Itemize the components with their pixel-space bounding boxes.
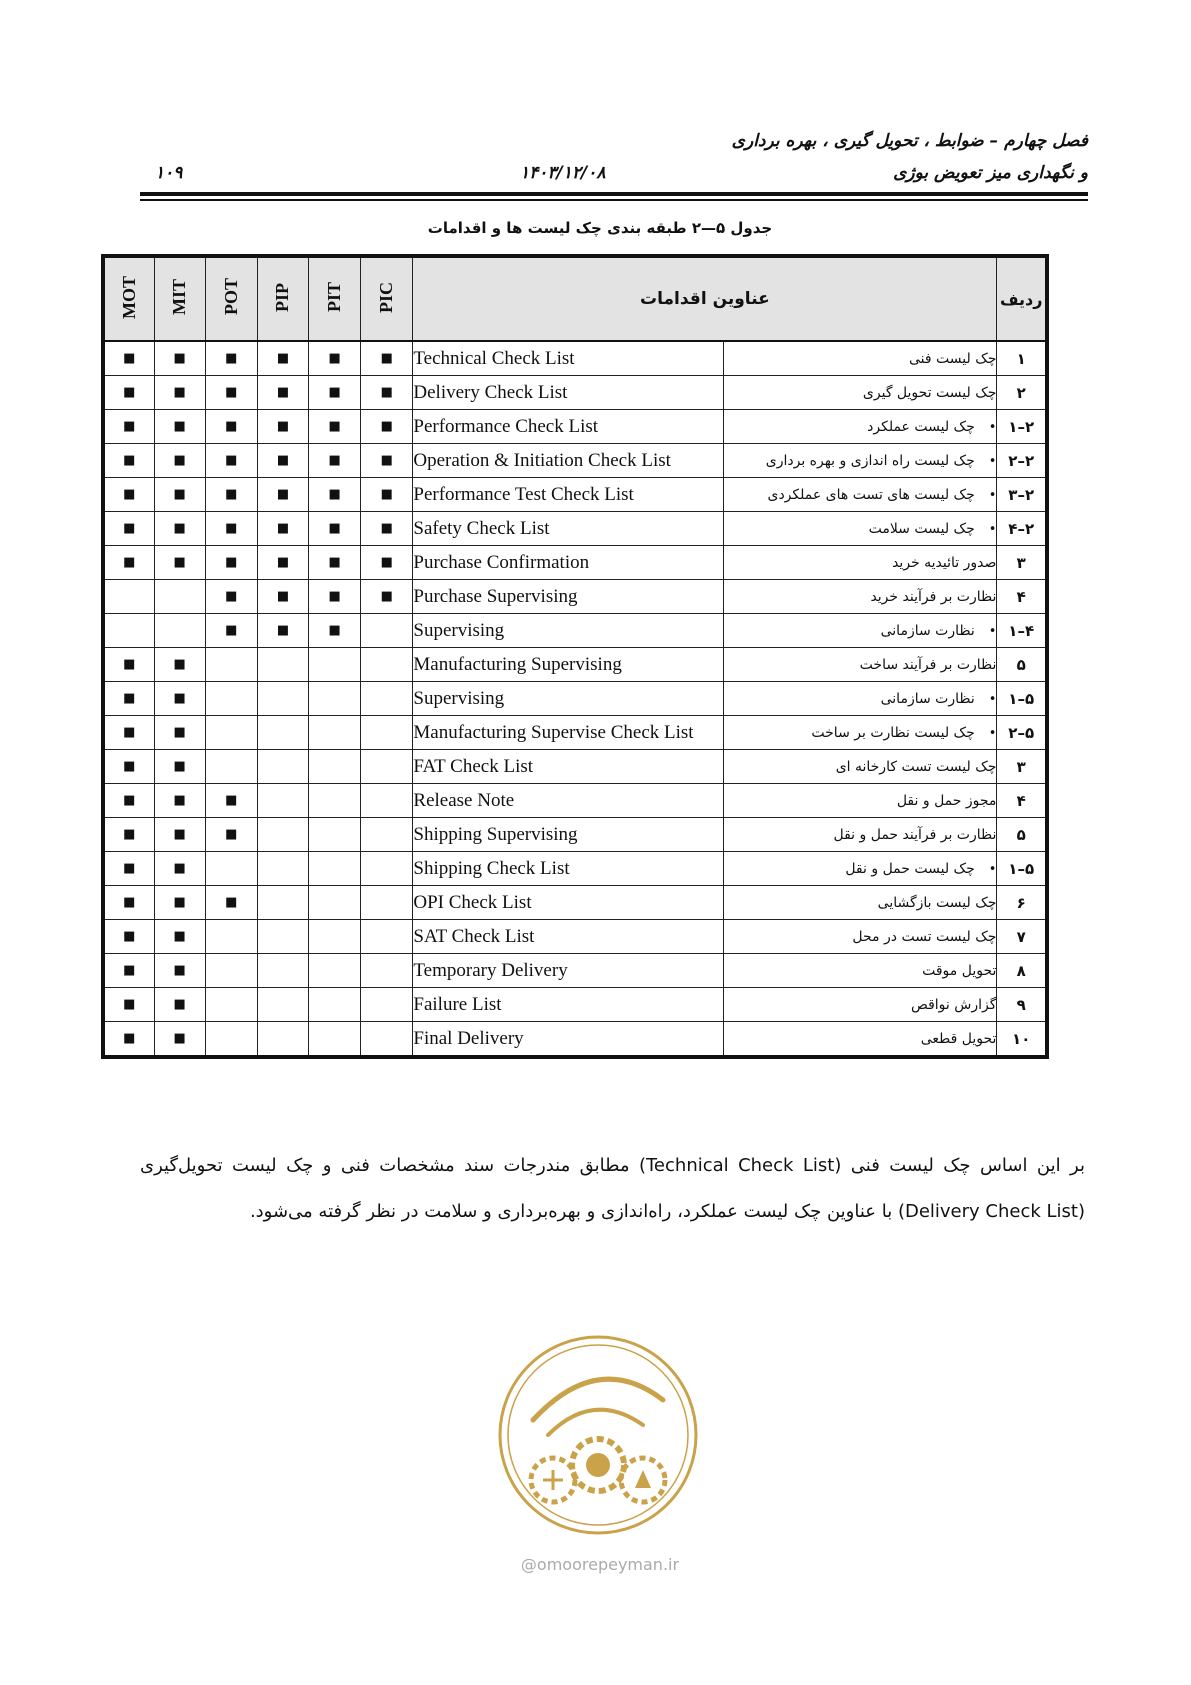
row-number-cell: ۵ (997, 818, 1047, 852)
mark-cell-pip (257, 920, 308, 954)
mark-cell-mot: ■ (103, 376, 154, 410)
persian-title-cell (724, 376, 997, 410)
persian-title-text: چک لیست عملکرد (867, 418, 975, 435)
mark-cell-pit: ■ (309, 614, 361, 648)
mark-cell-pic (361, 988, 413, 1022)
table-row (103, 512, 1047, 546)
mark-cell-pip (257, 954, 308, 988)
mark-cell-mit: ■ (154, 1022, 205, 1058)
persian-title-cell (724, 886, 997, 920)
mark-cell-pit (309, 1022, 361, 1058)
english-title-cell: Manufacturing Supervise Check List (413, 716, 724, 750)
mark-cell-mit: ■ (154, 478, 205, 512)
mark-cell-pit (309, 750, 361, 784)
table-row (103, 648, 1047, 682)
row-number-cell: ۵ (997, 648, 1047, 682)
mark-cell-mot: ■ (103, 478, 154, 512)
mark-cell-mit: ■ (154, 444, 205, 478)
mark-cell-pit (309, 682, 361, 716)
english-title-cell: Release Note (413, 784, 724, 818)
persian-title-cell (724, 648, 997, 682)
mark-cell-pit (309, 818, 361, 852)
mark-cell-mit: ■ (154, 410, 205, 444)
mark-cell-mot: ■ (103, 716, 154, 750)
mark-cell-mot: ■ (103, 682, 154, 716)
mark-cell-pot: ■ (205, 512, 257, 546)
mark-cell-pic (361, 614, 413, 648)
persian-title-text: چک لیست تحویل گیری (862, 384, 997, 401)
header-rule-thick (140, 192, 1088, 196)
persian-title-cell (724, 614, 997, 648)
mark-cell-mot: ■ (103, 750, 154, 784)
mark-cell-mit (154, 614, 205, 648)
persian-title-text: نظارت سازمانی (880, 690, 975, 707)
english-title-cell: Temporary Delivery (413, 954, 724, 988)
row-number-cell: ۴ (997, 580, 1047, 614)
mark-cell-mit: ■ (154, 818, 205, 852)
table-row (103, 988, 1047, 1022)
chapter-title: فصل چهارم – ضوابط ، تحویل گیری ، بهره برداری (731, 131, 1088, 151)
mark-cell-mot (103, 614, 154, 648)
english-title-cell: Final Delivery (413, 1022, 724, 1058)
persian-title-cell (724, 1022, 997, 1058)
mark-cell-mot: ■ (103, 852, 154, 886)
persian-title-text: چک لیست بازگشایی (877, 894, 997, 911)
column-header-titles: عناوین اقدامات (413, 256, 997, 341)
persian-title-text: گزارش نواقص (910, 996, 997, 1013)
bullet-icon: • (988, 419, 997, 435)
persian-title-cell (724, 954, 997, 988)
mark-cell-pot (205, 954, 257, 988)
persian-title-text: چک لیست تست در محل (852, 928, 997, 945)
bullet-icon: • (988, 861, 997, 877)
table-row (103, 886, 1047, 920)
bullet-icon: • (988, 453, 997, 469)
mark-cell-pit (309, 988, 361, 1022)
persian-title-text: چک لیست نظارت بر ساخت (811, 724, 975, 741)
persian-title-text: نظارت بر فرآیند حمل و نقل (833, 826, 997, 843)
mark-cell-pic (361, 852, 413, 886)
row-number-cell: ۱ (997, 341, 1047, 376)
watermark-logo (493, 1330, 703, 1540)
mark-cell-pip (257, 682, 308, 716)
mark-cell-pot (205, 750, 257, 784)
column-header-pot: POT (205, 256, 257, 341)
table-row (103, 852, 1047, 886)
mark-cell-mit: ■ (154, 852, 205, 886)
mark-cell-pic: ■ (361, 341, 413, 376)
persian-title-text: نظارت بر فرآیند خرید (870, 588, 997, 605)
mark-cell-pot: ■ (205, 818, 257, 852)
page-number: ۱۰۹ (155, 163, 183, 183)
mark-cell-pic (361, 886, 413, 920)
persian-title-text: نظارت بر فرآیند ساخت (859, 656, 997, 673)
persian-title-text: تحویل قطعی (920, 1030, 997, 1047)
english-title-cell: OPI Check List (413, 886, 724, 920)
persian-title-text: چک لیست راه اندازی و بهره برداری (765, 452, 975, 469)
table-row (103, 478, 1047, 512)
table-row (103, 376, 1047, 410)
mark-cell-pot: ■ (205, 341, 257, 376)
row-number-cell: ۵–۲ (997, 716, 1047, 750)
persian-title-cell (724, 478, 997, 512)
table-row (103, 580, 1047, 614)
mark-cell-pip: ■ (257, 580, 308, 614)
mark-cell-mit: ■ (154, 682, 205, 716)
persian-title-cell (724, 988, 997, 1022)
row-number-cell: ۴–۱ (997, 614, 1047, 648)
english-title-cell: FAT Check List (413, 750, 724, 784)
english-title-cell: Supervising (413, 614, 724, 648)
mark-cell-pip (257, 886, 308, 920)
mark-cell-pic (361, 1022, 413, 1058)
row-number-cell: ۵–۱ (997, 682, 1047, 716)
mark-cell-mot: ■ (103, 410, 154, 444)
mark-cell-mot: ■ (103, 818, 154, 852)
mark-cell-pic: ■ (361, 478, 413, 512)
mark-cell-pit: ■ (309, 376, 361, 410)
mark-cell-pit: ■ (309, 546, 361, 580)
bullet-icon: • (988, 725, 997, 741)
table-row (103, 444, 1047, 478)
english-title-cell: Shipping Supervising (413, 818, 724, 852)
mark-cell-pic: ■ (361, 410, 413, 444)
row-number-cell: ۱۰ (997, 1022, 1047, 1058)
persian-title-cell (724, 784, 997, 818)
mark-cell-pip: ■ (257, 444, 308, 478)
mark-cell-pit: ■ (309, 580, 361, 614)
persian-title-text: صدور تائیدیه خرید (892, 554, 997, 571)
column-header-pip: PIP (257, 256, 308, 341)
mark-cell-mit: ■ (154, 920, 205, 954)
mark-cell-mot: ■ (103, 648, 154, 682)
mark-cell-pic (361, 784, 413, 818)
mark-cell-pip: ■ (257, 614, 308, 648)
mark-cell-pip: ■ (257, 478, 308, 512)
row-number-cell: ۲ (997, 376, 1047, 410)
column-header-mit: MIT (154, 256, 205, 341)
row-number-cell: ۴ (997, 784, 1047, 818)
persian-title-cell (724, 750, 997, 784)
mark-cell-pip (257, 818, 308, 852)
section-subject: و نگهداری میز تعویض بوژی (893, 163, 1088, 183)
mark-cell-pot: ■ (205, 444, 257, 478)
english-title-cell: Shipping Check List (413, 852, 724, 886)
mark-cell-pip: ■ (257, 512, 308, 546)
mark-cell-pip (257, 852, 308, 886)
persian-title-text: چک لیست حمل و نقل (845, 860, 975, 877)
mark-cell-pic: ■ (361, 546, 413, 580)
english-title-cell: Operation & Initiation Check List (413, 444, 724, 478)
english-title-cell: Purchase Confirmation (413, 546, 724, 580)
mark-cell-mit: ■ (154, 376, 205, 410)
mark-cell-pip (257, 784, 308, 818)
mark-cell-pic (361, 750, 413, 784)
header-date: ۱۴۰۳/۱۲/۰۸ (520, 163, 606, 183)
mark-cell-pot: ■ (205, 614, 257, 648)
column-header-pic: PIC (361, 256, 413, 341)
english-title-cell: Manufacturing Supervising (413, 648, 724, 682)
persian-title-text: مجوز حمل و نقل (896, 792, 997, 809)
mark-cell-pot: ■ (205, 376, 257, 410)
row-number-cell: ۸ (997, 954, 1047, 988)
column-header-mot: MOT (103, 256, 154, 341)
mark-cell-pot: ■ (205, 478, 257, 512)
persian-title-cell (724, 546, 997, 580)
mark-cell-pit (309, 920, 361, 954)
english-title-cell: Supervising (413, 682, 724, 716)
mark-cell-pic (361, 648, 413, 682)
persian-title-cell (724, 682, 997, 716)
mark-cell-pot: ■ (205, 784, 257, 818)
english-title-cell: Performance Check List (413, 410, 724, 444)
mark-cell-pip (257, 750, 308, 784)
watermark-site: @omoorepeyman.ir (520, 1555, 680, 1574)
english-title-cell: Safety Check List (413, 512, 724, 546)
mark-cell-pit (309, 784, 361, 818)
mark-cell-pot (205, 1022, 257, 1058)
mark-cell-pit (309, 852, 361, 886)
mark-cell-mot: ■ (103, 886, 154, 920)
row-number-cell: ۳ (997, 750, 1047, 784)
persian-title-text: چک لیست فنی (909, 350, 997, 367)
row-number-cell: ۹ (997, 988, 1047, 1022)
checklist-table (101, 254, 1049, 1059)
mark-cell-pit (309, 954, 361, 988)
persian-title-text: چک لیست سلامت (868, 520, 975, 537)
mark-cell-mit: ■ (154, 784, 205, 818)
mark-cell-pit (309, 886, 361, 920)
english-title-cell: Performance Test Check List (413, 478, 724, 512)
mark-cell-pip: ■ (257, 341, 308, 376)
row-number-cell: ۳ (997, 546, 1047, 580)
english-title-cell: Failure List (413, 988, 724, 1022)
row-number-cell: ۷ (997, 920, 1047, 954)
english-title-cell: Purchase Supervising (413, 580, 724, 614)
table-row (103, 341, 1047, 376)
mark-cell-pit: ■ (309, 341, 361, 376)
mark-cell-pip (257, 648, 308, 682)
mark-cell-mit: ■ (154, 954, 205, 988)
mark-cell-mit: ■ (154, 341, 205, 376)
header-rule-thin (140, 199, 1088, 201)
persian-title-text: تحویل موقت (922, 962, 997, 979)
column-header-pit: PIT (309, 256, 361, 341)
persian-title-cell (724, 410, 997, 444)
mark-cell-mit: ■ (154, 750, 205, 784)
mark-cell-pic: ■ (361, 376, 413, 410)
table-row (103, 784, 1047, 818)
mark-cell-mot: ■ (103, 920, 154, 954)
mark-cell-pic: ■ (361, 512, 413, 546)
mark-cell-pot (205, 988, 257, 1022)
table-caption: جدول ۵—۲ طبقه بندی چک لیست ها و اقدامات (427, 219, 773, 237)
table-header-row (103, 256, 1047, 341)
mark-cell-pic (361, 716, 413, 750)
mark-cell-mot: ■ (103, 784, 154, 818)
english-title-cell: Technical Check List (413, 341, 724, 376)
column-header-row-number: ردیف (997, 256, 1047, 341)
persian-title-text: چک لیست های تست های عملکردی (767, 486, 975, 503)
mark-cell-pic: ■ (361, 580, 413, 614)
table-row (103, 954, 1047, 988)
mark-cell-pot: ■ (205, 410, 257, 444)
persian-title-text: نظارت سازمانی (880, 622, 975, 639)
persian-title-cell (724, 580, 997, 614)
mark-cell-mot: ■ (103, 341, 154, 376)
mark-cell-pot: ■ (205, 580, 257, 614)
persian-title-cell (724, 716, 997, 750)
mark-cell-pic (361, 954, 413, 988)
mark-cell-pip: ■ (257, 376, 308, 410)
english-title-cell: Delivery Check List (413, 376, 724, 410)
mark-cell-pot (205, 648, 257, 682)
body-paragraph: بر این اساس چک لیست فنی (Technical Check List) مطابق مندرجات سند مشخصات فنی و چک لیست تحویل‌گیری (Delivery Check List) با عناوین چک لیست عملکرد، راه‌اندازی و بهره‌برداری و سلامت در نظر گرفته می‌شود. (140, 1155, 1085, 1222)
mark-cell-pot (205, 852, 257, 886)
mark-cell-pit: ■ (309, 512, 361, 546)
english-title-cell: SAT Check List (413, 920, 724, 954)
persian-title-cell (724, 818, 997, 852)
mark-cell-pic (361, 920, 413, 954)
table-row (103, 682, 1047, 716)
mark-cell-mit: ■ (154, 648, 205, 682)
table-row (103, 614, 1047, 648)
row-number-cell: ۵–۱ (997, 852, 1047, 886)
row-number-cell: ۶ (997, 886, 1047, 920)
persian-title-text: چک لیست تست کارخانه ای (835, 758, 997, 775)
mark-cell-pot (205, 716, 257, 750)
mark-cell-mit: ■ (154, 512, 205, 546)
table-row (103, 750, 1047, 784)
mark-cell-mot: ■ (103, 444, 154, 478)
mark-cell-pit: ■ (309, 444, 361, 478)
mark-cell-mit: ■ (154, 988, 205, 1022)
mark-cell-mit: ■ (154, 716, 205, 750)
persian-title-cell (724, 852, 997, 886)
mark-cell-pip: ■ (257, 410, 308, 444)
mark-cell-mot: ■ (103, 546, 154, 580)
persian-title-cell (724, 920, 997, 954)
mark-cell-pip (257, 716, 308, 750)
row-number-cell: ۲–۴ (997, 512, 1047, 546)
bullet-icon: • (988, 691, 997, 707)
table-row (103, 410, 1047, 444)
row-number-cell: ۲–۲ (997, 444, 1047, 478)
mark-cell-pip (257, 1022, 308, 1058)
row-number-cell: ۲–۱ (997, 410, 1047, 444)
mark-cell-pot: ■ (205, 886, 257, 920)
mark-cell-pip: ■ (257, 546, 308, 580)
mark-cell-pot (205, 682, 257, 716)
table-row (103, 716, 1047, 750)
table-row (103, 818, 1047, 852)
row-number-cell: ۲–۳ (997, 478, 1047, 512)
bullet-icon: • (988, 623, 997, 639)
persian-title-cell (724, 512, 997, 546)
mark-cell-pic (361, 818, 413, 852)
mark-cell-mot: ■ (103, 512, 154, 546)
mark-cell-pic: ■ (361, 444, 413, 478)
table-row (103, 920, 1047, 954)
persian-title-cell (724, 444, 997, 478)
table-row (103, 546, 1047, 580)
table-row (103, 1022, 1047, 1058)
mark-cell-mot: ■ (103, 954, 154, 988)
mark-cell-mot: ■ (103, 1022, 154, 1058)
mark-cell-mit (154, 580, 205, 614)
mark-cell-pot (205, 920, 257, 954)
mark-cell-pit (309, 648, 361, 682)
persian-title-cell (724, 341, 997, 376)
mark-cell-pip (257, 988, 308, 1022)
mark-cell-mit: ■ (154, 546, 205, 580)
bullet-icon: • (988, 487, 997, 503)
mark-cell-mot (103, 580, 154, 614)
mark-cell-pot: ■ (205, 546, 257, 580)
mark-cell-pit: ■ (309, 478, 361, 512)
mark-cell-pit (309, 716, 361, 750)
bullet-icon: • (988, 521, 997, 537)
mark-cell-pit: ■ (309, 410, 361, 444)
mark-cell-mot: ■ (103, 988, 154, 1022)
mark-cell-pic (361, 682, 413, 716)
mark-cell-mit: ■ (154, 886, 205, 920)
